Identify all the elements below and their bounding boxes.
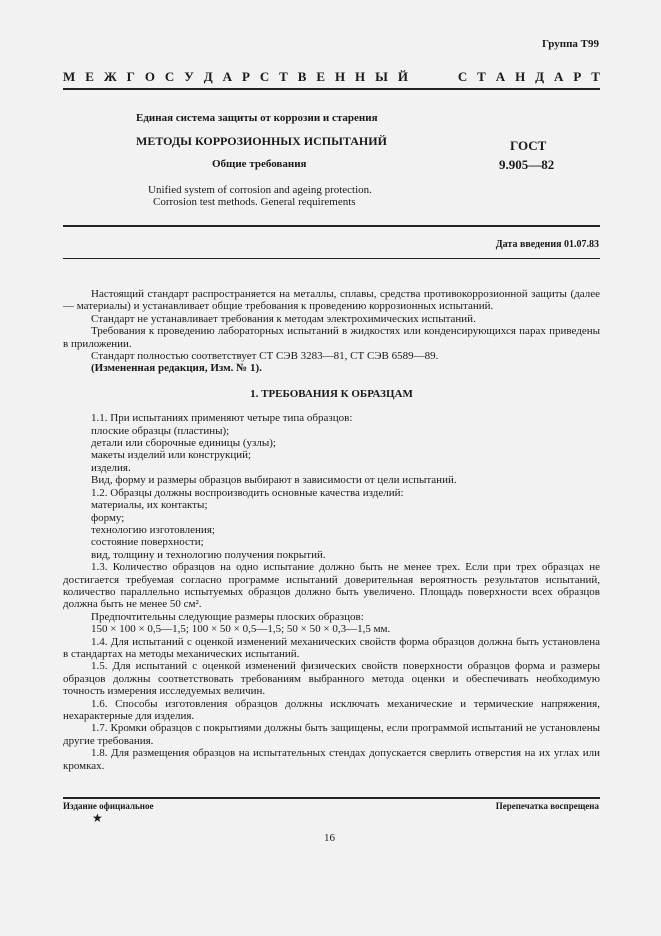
english-title-line1: Unified system of corrosion and ageing protection. bbox=[148, 184, 372, 196]
heading-letter: С bbox=[259, 69, 270, 84]
list-item: изделия. bbox=[91, 461, 131, 474]
heading-letter: Н bbox=[355, 69, 366, 84]
clause-1-6: 1.6. Способы изготовления образцов должны исключать механические и термические напряжения, нехарактерные для изделия. bbox=[63, 697, 600, 722]
list-item: технологию изготовления; bbox=[91, 523, 215, 536]
intro-paragraph: Стандарт полностью соответствует СТ СЭВ 3283—81, СТ СЭВ 6589—89. bbox=[91, 350, 439, 363]
clause-1-4: 1.4. Для испытаний с оценкой изменений механических свойств форма образцов должна быть установлена в стандартах на методы механических испытаний. bbox=[63, 635, 600, 660]
list-item: макеты изделий или конструкций; bbox=[91, 449, 252, 462]
date-rule bbox=[63, 258, 600, 259]
footer-rule bbox=[63, 797, 600, 799]
official-edition-label: Издание официальное bbox=[63, 801, 154, 811]
document-body bbox=[63, 288, 600, 772]
page-number: 16 bbox=[324, 832, 335, 844]
group-code: Группа Т99 bbox=[541, 38, 599, 50]
subtitle: Общие требования bbox=[212, 158, 307, 170]
clause-1-3: 1.3. Количество образцов на одно испытание должно быть не менее трех. Если при трех образцах не достигается требуемая согласно программе испытаний доверительная вероятность результатов испытаний, количество параллельно испытуемых образцов должно быть увеличено. Площадь поверхности всех образцов должна быть не менее 50 см². bbox=[63, 561, 600, 611]
heading-letter: А bbox=[495, 69, 506, 84]
clause-1-8: 1.8. Для размещения образцов на испытательных стендах допускается сверлить отверстия на их углах или кромках. bbox=[63, 747, 600, 772]
heading-letter: М bbox=[63, 69, 76, 84]
header-rule bbox=[63, 88, 600, 90]
heading-letter: Р bbox=[241, 69, 250, 84]
heading-gap bbox=[418, 69, 448, 85]
system-title: Единая система защиты от коррозии и старения bbox=[136, 112, 378, 124]
heading-letter: А bbox=[222, 69, 232, 84]
list-item: состояние поверхности; bbox=[91, 536, 204, 549]
heading-letter: Т bbox=[591, 69, 600, 84]
title-rule bbox=[63, 225, 600, 227]
heading-letter: Ж bbox=[103, 69, 117, 84]
heading-letter: Н bbox=[515, 69, 526, 84]
introduction-date: Дата введения 01.07.83 bbox=[495, 239, 599, 250]
heading-letter: Т bbox=[279, 69, 288, 84]
clause-1-7: 1.7. Кромки образцов с покрытиями должны быть защищены, если программой испытаний не установлены другие требования. bbox=[63, 722, 600, 747]
english-title-line2: Corrosion test methods. General requirements bbox=[153, 196, 356, 208]
heading-letter: С bbox=[164, 69, 175, 84]
heading-letter: Д bbox=[203, 69, 213, 84]
star-icon: ★ bbox=[92, 811, 103, 825]
list-item: материалы, их контакты; bbox=[91, 499, 208, 512]
heading-letter: В bbox=[297, 69, 307, 84]
heading-letter: Ы bbox=[375, 69, 388, 84]
heading-letter: О bbox=[144, 69, 155, 84]
heading-letter: Д bbox=[535, 69, 545, 84]
heading-letter: Н bbox=[334, 69, 346, 84]
intro-paragraph: Настоящий стандарт распространяется на металлы, сплавы, средства противокоррозионной защиты (далее — материалы) и устанавливает общие требования к проведению коррозионных испытаний. bbox=[63, 288, 600, 313]
heading-letter: Й bbox=[397, 69, 408, 84]
amendment-note: (Измененная редакция, Изм. № 1). bbox=[91, 362, 262, 375]
main-title: МЕТОДЫ КОРРОЗИОННЫХ ИСПЫТАНИЙ bbox=[136, 134, 387, 148]
standard-heading bbox=[63, 69, 600, 85]
reprint-prohibited-label: Перепечатка воспрещена bbox=[495, 801, 599, 811]
clause-1-2: 1.2. Образцы должны воспроизводить основные качества изделий: bbox=[91, 486, 404, 499]
intro-paragraph: Требования к проведению лабораторных испытаний в жидкостях или конденсирующихся парах приведены в приложении. bbox=[63, 325, 600, 350]
sample-sizes: 150 × 100 × 0,5—1,5; 100 × 50 × 0,5—1,5; 50 × 50 × 0,3—1,5 мм. bbox=[91, 623, 391, 636]
heading-letter: Г bbox=[126, 69, 135, 84]
list-item: вид, толщину и технологию получения покрытий. bbox=[91, 548, 326, 561]
list-item: форму; bbox=[91, 511, 125, 524]
heading-letter: Т bbox=[477, 69, 486, 84]
clause-1-1: 1.1. При испытаниях применяют четыре типа образцов: bbox=[91, 412, 353, 425]
heading-letter: С bbox=[457, 69, 468, 84]
gost-label: ГОСТ bbox=[510, 138, 547, 153]
heading-letter: Е bbox=[316, 69, 326, 84]
heading-letter: Р bbox=[573, 69, 582, 84]
heading-letter: У bbox=[184, 69, 194, 84]
list-item: детали или сборочные единицы (узлы); bbox=[91, 437, 276, 450]
heading-letter: Е bbox=[85, 69, 94, 84]
clause-text: Вид, форму и размеры образцов выбирают в зависимости от цели испытаний. bbox=[91, 474, 457, 487]
list-item: плоские образцы (пластины); bbox=[91, 424, 230, 437]
clause-text: Предпочтительны следующие размеры плоских образцов: bbox=[91, 610, 364, 623]
gost-number: 9.905—82 bbox=[499, 157, 555, 172]
clause-1-5: 1.5. Для испытаний с оценкой изменений физических свойств поверхности образцов форма и размеры образцов должны соответствовать требованиям выбранного метода оценки и обеспечивать необходимую точность измерения исследуемых величин. bbox=[63, 660, 600, 698]
section-heading: 1. ТРЕБОВАНИЯ К ОБРАЗЦАМ bbox=[250, 387, 413, 400]
intro-paragraph: Стандарт не устанавливает требования к методам электрохимических испытаний. bbox=[91, 312, 476, 325]
heading-letter: А bbox=[554, 69, 564, 84]
